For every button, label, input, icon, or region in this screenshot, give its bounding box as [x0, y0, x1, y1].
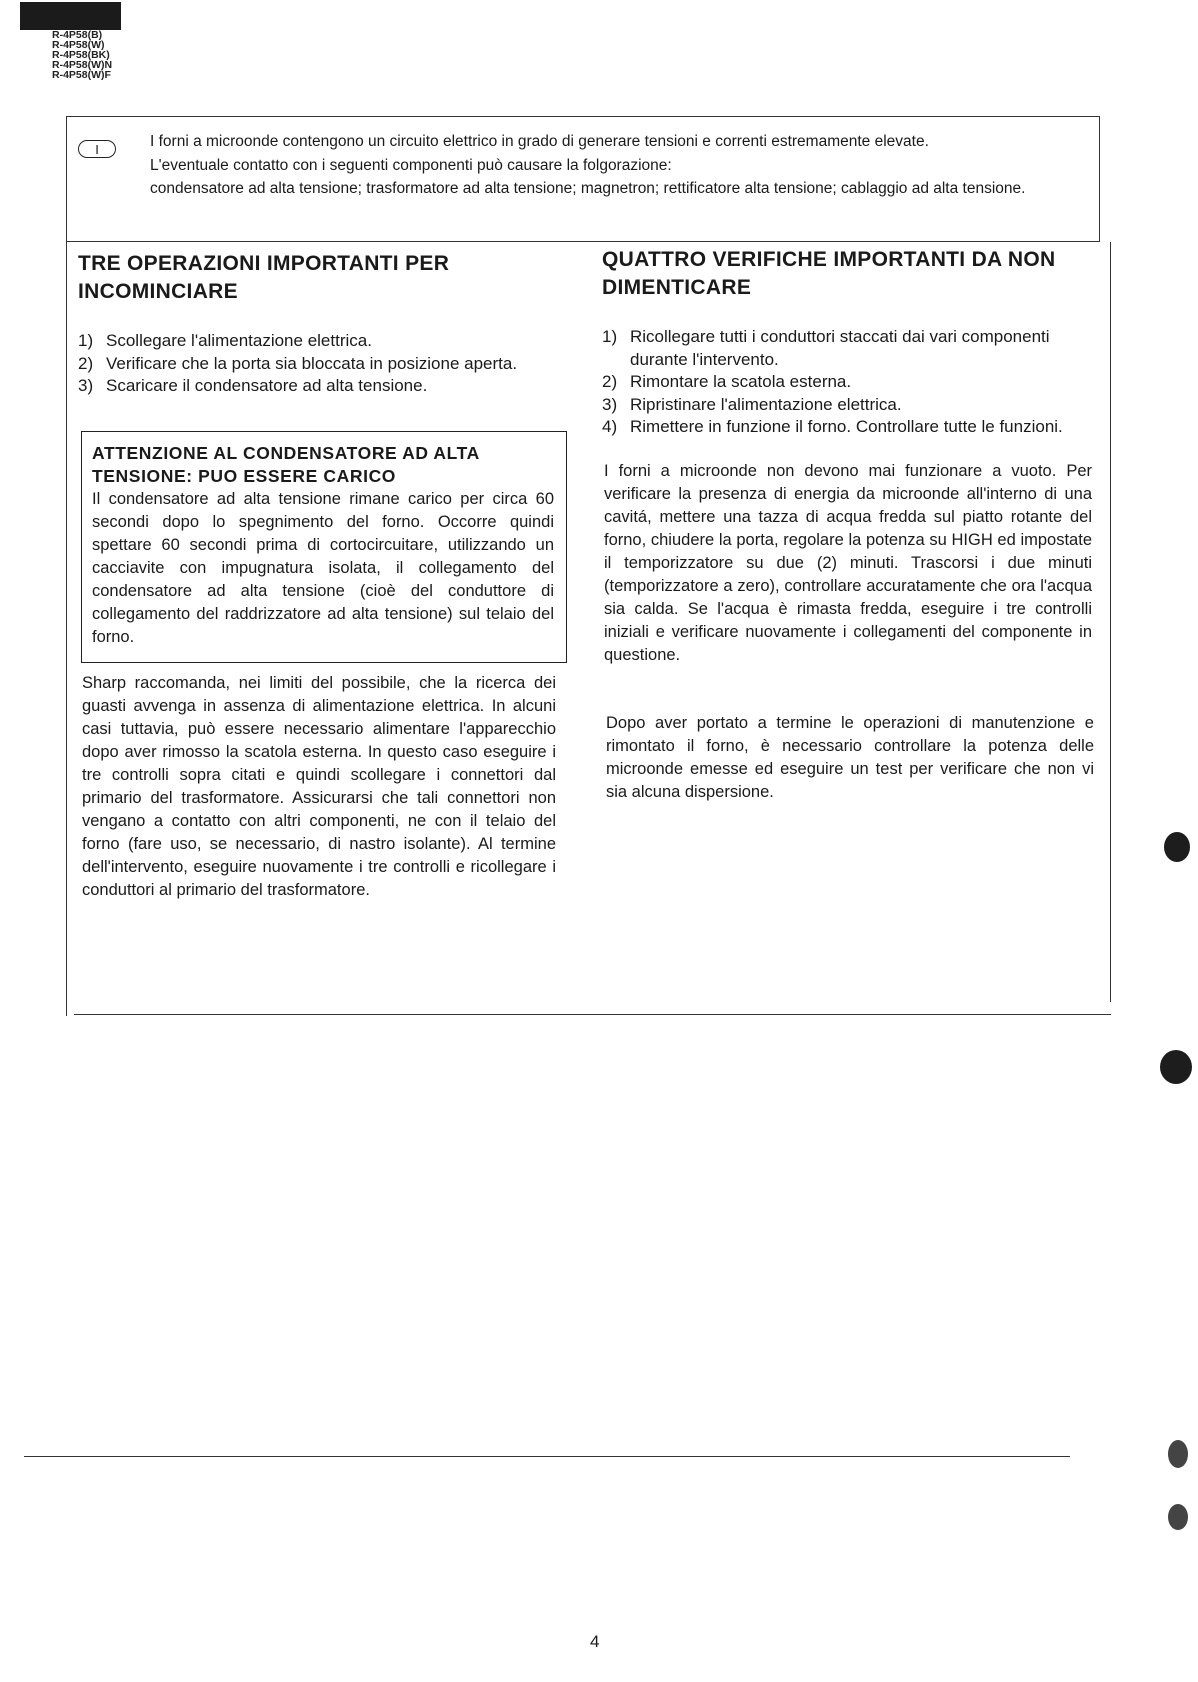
- left-section-title: TRE OPERAZIONI IMPORTANTI PER INCOMINCIARE: [78, 252, 450, 303]
- list-item: [78, 375, 568, 398]
- list-item: [78, 330, 568, 353]
- step-number: 2): [602, 372, 618, 391]
- warning-line: condensatore ad alta tensione; trasformatore ad alta tensione; magnetron; rettificatore alta tensione; cablaggio ad alta tensione.: [150, 180, 1026, 197]
- model-code: R-4P58(B): [52, 29, 103, 41]
- left-steps-list: [78, 330, 568, 398]
- step-text: Scollegare l'alimentazione elettrica.: [106, 331, 372, 350]
- lower-rule: [24, 1456, 1070, 1457]
- frame-left-line: [66, 242, 67, 1016]
- caution-box: [81, 431, 567, 663]
- frame-bottom-line: [74, 1014, 1111, 1015]
- step-number: 3): [602, 394, 618, 414]
- step-number: 2): [78, 353, 94, 373]
- step-text: Verificare che la porta sia bloccata in posizione aperta.: [106, 353, 518, 373]
- list-item: [78, 353, 568, 376]
- step-number: 4): [602, 417, 618, 436]
- header-black-bar: [20, 2, 121, 30]
- step-text: Scaricare il condensatore ad alta tensione.: [106, 376, 428, 395]
- left-paragraph: Sharp raccomanda, nei limiti del possibile, che la ricerca dei guasti avvenga in assenza di alimentazione elettrica. In alcuni casi tuttavia, può essere necessario alimentare l'apparecchio dopo aver rimosso la scatola esterna. In questo caso eseguire i tre controlli sopra citati e quindi scollegare i connettori dal primario del trasformatore. Assicurarsi che tali connettori non vengano a contatto con altri componenti, ne con il telaio del forno (fare uso, se necessario, di nastro isolante). Al termine dell'intervento, eseguire nuovamente i tre controlli e ricollegare i conduttori al primario del trasformatore.: [82, 674, 556, 899]
- right-column: [602, 246, 1097, 439]
- model-code: R-4P58(BK): [52, 49, 110, 61]
- binding-hole-mark: [1160, 1050, 1192, 1084]
- binding-hole-mark: [1168, 1504, 1188, 1530]
- binding-hole-mark: [1168, 1440, 1188, 1468]
- step-number: 1): [602, 327, 618, 346]
- step-number: 1): [78, 331, 94, 350]
- list-item: [602, 371, 1097, 394]
- caution-title: ATTENZIONE AL CONDENSATORE AD ALTA TENSIONE: PUO ESSERE CARICO: [92, 443, 480, 486]
- right-steps-list: [602, 326, 1097, 439]
- warning-line: I forni a microonde contengono un circuito elettrico in grado di generare tensioni e correnti estremamente elevate.: [150, 133, 929, 150]
- step-text: Ricollegare tutti i conduttori staccati dai vari componenti durante l'intervento.: [630, 327, 1050, 369]
- caution-text: Il condensatore ad alta tensione rimane carico per circa 60 secondi dopo lo spegnimento del forno. Occorre quindi spettare 60 secondi prima di cortocircuitare, utilizzando un cacciavite con impugnatura isolata, il collegamento del condensatore ad alta tensione (cioè del conduttore di collegamento del raddrizzatore ad alta tensione) sul telaio del forno.: [92, 490, 554, 646]
- step-text: Ripristinare l'alimentazione elettrica.: [630, 394, 902, 414]
- step-text: Rimettere in funzione il forno. Controllare tutte le funzioni.: [630, 417, 1063, 436]
- list-item: [602, 394, 1097, 417]
- model-code: R-4P58(W)N: [52, 59, 113, 71]
- page-number: 4: [590, 1632, 600, 1651]
- warning-text: [150, 130, 1090, 201]
- right-paragraph-2: Dopo aver portato a termine le operazioni di manutenzione e rimontato il forno, è necessario controllare la potenza delle microonde emesse ed eseguire un test per verificare che non vi sia alcuna dispersione.: [606, 714, 1094, 801]
- binding-hole-mark: [1164, 832, 1190, 862]
- list-item: [602, 416, 1097, 439]
- language-badge: I: [78, 140, 116, 158]
- list-item: [602, 326, 1097, 371]
- right-section-title: QUATTRO VERIFICHE IMPORTANTI DA NON DIMENTICARE: [602, 248, 1056, 299]
- model-code: R-4P58(W)F: [52, 69, 111, 81]
- step-number: 3): [78, 376, 94, 395]
- right-paragraph-1: I forni a microonde non devono mai funzionare a vuoto. Per verificare la presenza di energia da microonde all'interno di una cavitá, mettere una tazza di acqua fredda sul piatto rotante del forno, chiudere la porta, regolare la potenza su HIGH ed impostate il temporizzatore su due (2) minuti. Trascorsi i due minuti (temporizzatore a zero), controllare accuratamente che ora l'acqua sia calda. Se l'acqua è rimasta fredda, eseguire i tre controlli iniziali e verificare nuovamente i collegamenti del componente in questione.: [604, 462, 1092, 664]
- frame-right-line: [1110, 242, 1111, 1002]
- left-column: [78, 250, 568, 398]
- step-text: Rimontare la scatola esterna.: [630, 372, 852, 391]
- warning-line: L'eventuale contatto con i seguenti componenti può causare la folgorazione:: [150, 156, 672, 174]
- model-list: [52, 30, 112, 80]
- model-code: R-4P58(W): [52, 39, 105, 51]
